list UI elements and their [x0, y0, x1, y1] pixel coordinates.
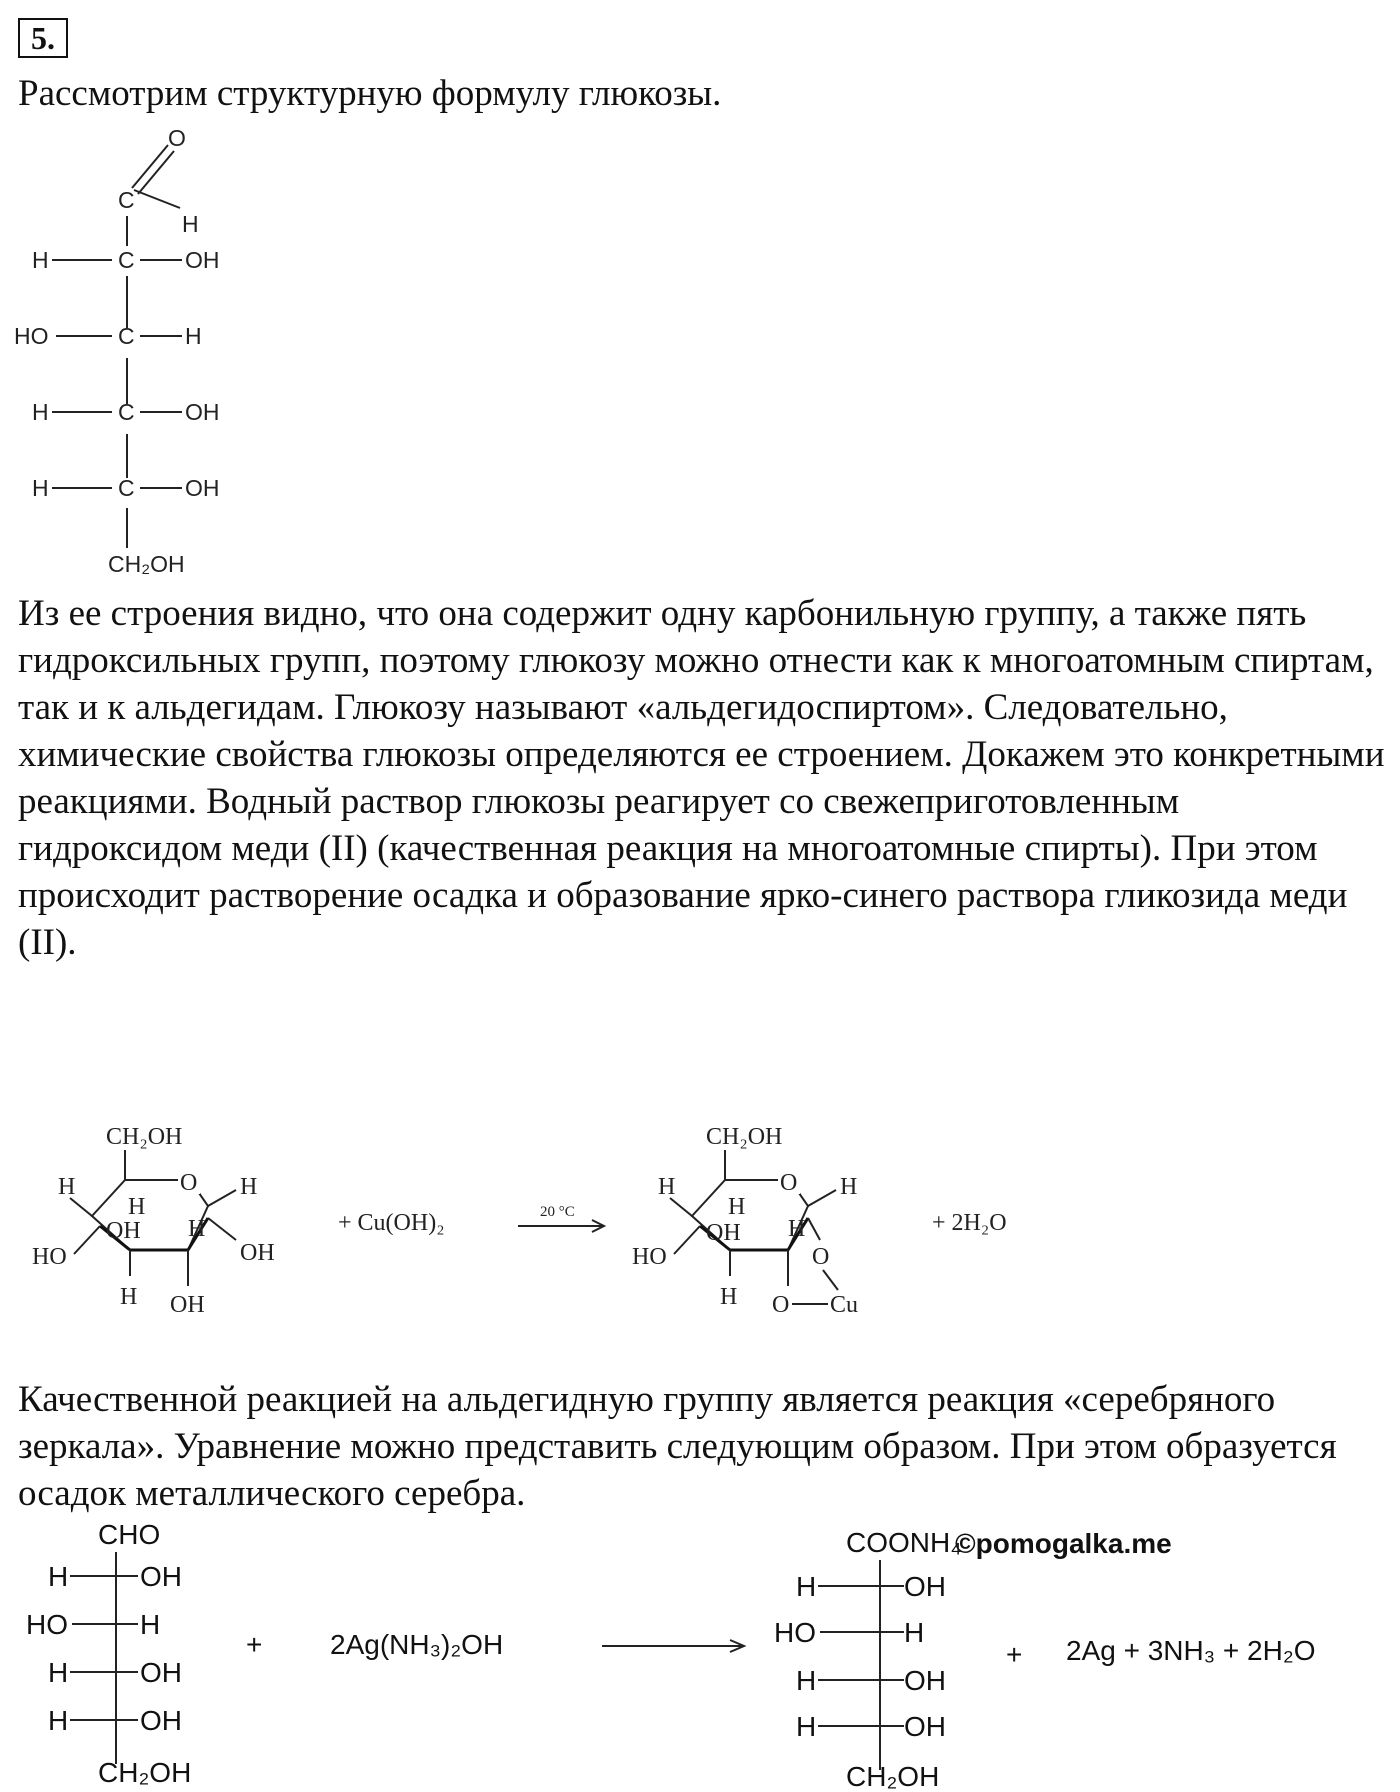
svg-text:O: O	[780, 1170, 798, 1196]
svg-text:O: O	[180, 1170, 198, 1196]
svg-text:OH: OH	[140, 1657, 182, 1688]
svg-text:Cu: Cu	[830, 1292, 859, 1318]
paragraph-silver-mirror: Качественной реакцией на альдегидную группу является реакция «серебряного зеркала». Уравнение можно представить следующим образом. При этом образуется осадок металлического серебра.	[18, 1379, 1337, 1514]
svg-text:H: H	[140, 1609, 161, 1640]
svg-text:C: C	[118, 323, 135, 349]
svg-text:H: H	[48, 1705, 69, 1736]
svg-text:OH: OH	[904, 1665, 946, 1696]
svg-text:+: +	[246, 1629, 263, 1660]
copper-reaction	[30, 1118, 1050, 1348]
svg-text:OH: OH	[904, 1571, 946, 1602]
svg-text:CH₂OH: CH₂OH	[846, 1761, 940, 1792]
condition: 20 °C	[540, 1204, 575, 1220]
svg-text:H: H	[58, 1174, 76, 1200]
svg-text:H: H	[788, 1216, 806, 1242]
svg-text:OH: OH	[706, 1220, 741, 1246]
svg-text:H: H	[658, 1174, 676, 1200]
svg-text:C: C	[118, 399, 135, 425]
svg-text:H: H	[32, 399, 49, 425]
svg-text:OH: OH	[140, 1705, 182, 1736]
paragraph-carbonyl: Из ее строения видно, что она содержит одну карбонильную группу, а также пять гидроксильных групп, поэтому глюкозу можно отнести как к многоатомным спиртам, так и к альдегидам. Глюкозу называют «альдегидоспиртом». Следовательно, химические свойства глюкозы определяются ее строением. Докажем это конкретными реакциями. Водный раствор глюкозы реагирует со свежеприготовленным гидроксидом меди (II) (качественная реакция на многоатомные спирты). При этом происходит растворение осадка и образование ярко-синего раствора гликозида меди (II).	[18, 593, 1385, 963]
svg-text:HO: HO	[14, 323, 49, 349]
svg-text:H: H	[240, 1174, 258, 1200]
svg-text:COONH₄: COONH₄	[846, 1527, 962, 1558]
svg-text:CHO: CHO	[98, 1519, 161, 1550]
svg-text:OH: OH	[185, 475, 220, 501]
svg-text:OH: OH	[106, 1218, 141, 1244]
svg-text:H: H	[796, 1711, 817, 1742]
gluconate-fischer	[774, 1527, 962, 1792]
watermark: ©pomogalka.me	[955, 1528, 1172, 1559]
reagent-tollens: 2Ag(NH₃)₂OH	[330, 1629, 504, 1660]
product-water: + 2H₂O	[932, 1210, 1007, 1236]
svg-text:H: H	[796, 1665, 817, 1696]
svg-text:HO: HO	[632, 1244, 667, 1270]
svg-text:O: O	[812, 1244, 830, 1270]
svg-text:H: H	[904, 1617, 925, 1648]
svg-text:+: +	[1006, 1639, 1023, 1670]
svg-text:C: C	[118, 475, 135, 501]
silver-mirror-reaction	[20, 1516, 1400, 1792]
svg-text:HO: HO	[26, 1609, 68, 1640]
svg-text:CH₂OH: CH₂OH	[106, 1124, 183, 1150]
glucoside-ring-right	[632, 1124, 858, 1318]
svg-text:OH: OH	[185, 399, 220, 425]
svg-text:H: H	[48, 1657, 69, 1688]
svg-text:H: H	[796, 1571, 817, 1602]
svg-text:CH₂OH: CH₂OH	[706, 1124, 783, 1150]
c1-atom: C	[118, 187, 135, 213]
svg-text:H: H	[720, 1284, 738, 1310]
svg-text:H: H	[188, 1216, 206, 1242]
glucose-ring-left	[32, 1124, 275, 1318]
svg-text:H: H	[32, 247, 49, 273]
svg-text:HO: HO	[774, 1617, 816, 1648]
svg-text:OH: OH	[185, 247, 220, 273]
o-atom: O	[168, 125, 186, 151]
svg-text:H: H	[840, 1174, 858, 1200]
products-silver: 2Ag + 3NH₃ + 2H₂O	[1066, 1635, 1316, 1666]
svg-text:H: H	[120, 1284, 138, 1310]
svg-text:H: H	[728, 1194, 746, 1220]
svg-text:O: O	[772, 1292, 790, 1318]
reagent-cu: + Cu(OH)₂	[338, 1210, 445, 1236]
svg-text:OH: OH	[904, 1711, 946, 1742]
svg-text:OH: OH	[170, 1292, 205, 1318]
glucose-fischer	[26, 1519, 191, 1788]
svg-text:H: H	[48, 1561, 69, 1592]
task-number: 5.	[18, 18, 68, 58]
h-atom: H	[182, 211, 199, 237]
svg-text:CH₂OH: CH₂OH	[98, 1757, 192, 1788]
svg-text:HO: HO	[32, 1244, 67, 1270]
svg-text:OH: OH	[140, 1561, 182, 1592]
svg-text:CH₂OH: CH₂OH	[108, 551, 185, 577]
svg-text:H: H	[128, 1194, 146, 1220]
svg-text:H: H	[185, 323, 202, 349]
svg-text:OH: OH	[240, 1240, 275, 1266]
svg-text:C: C	[118, 247, 135, 273]
svg-text:H: H	[32, 475, 49, 501]
glucose-structure	[10, 125, 270, 668]
intro-text: Рассмотрим структурную формулу глюкозы.	[18, 73, 722, 114]
